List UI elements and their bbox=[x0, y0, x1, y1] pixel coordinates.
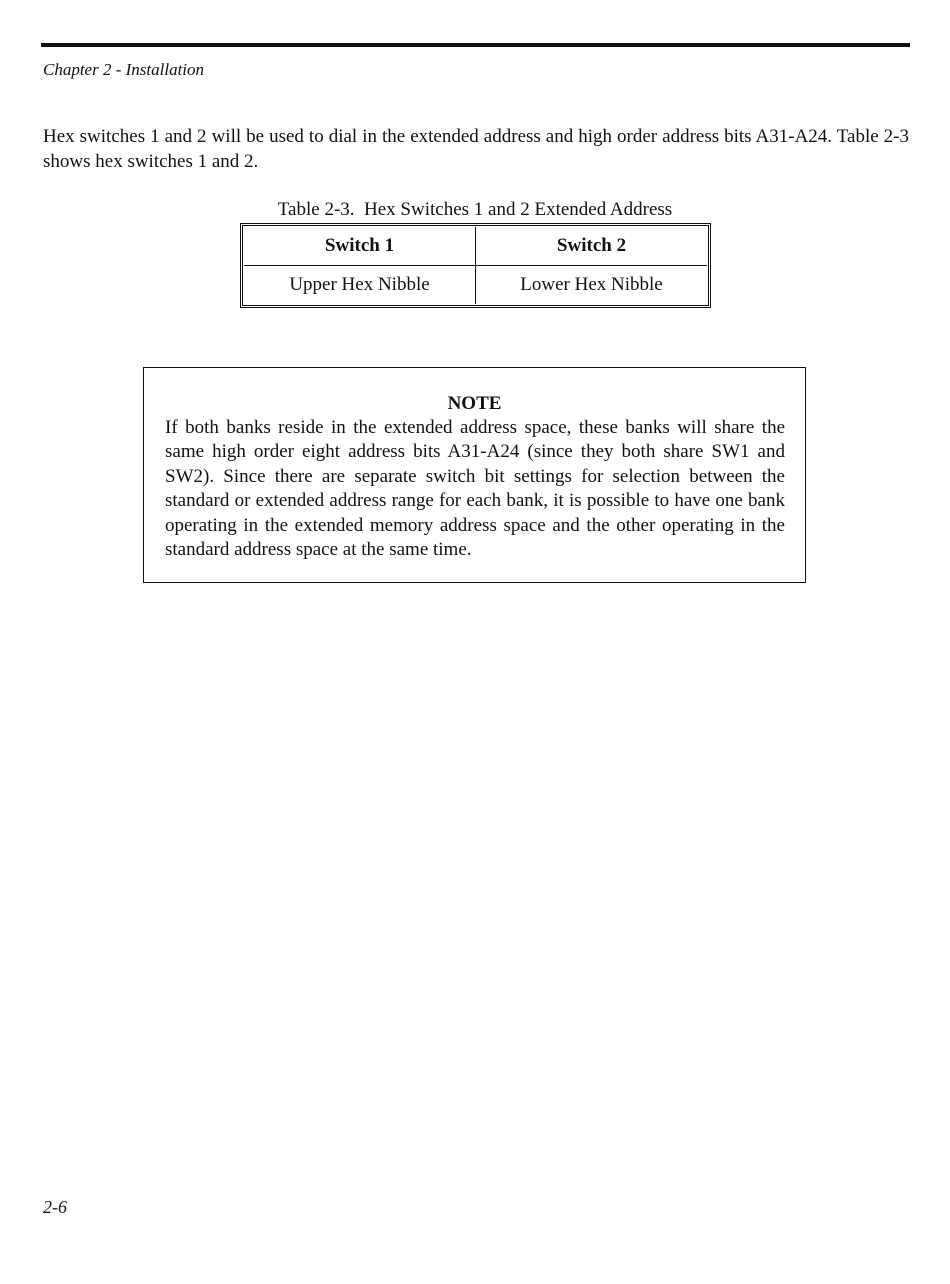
intro-paragraph: Hex switches 1 and 2 will be used to dial in the extended address and high order address bits A31-A24. Table 2-3 shows hex switches 1 and 2. bbox=[43, 126, 909, 172]
table-row bbox=[244, 266, 707, 305]
table-cell-lower-nibble: Lower Hex Nibble bbox=[476, 266, 708, 305]
table-caption: Table 2-3. Hex Switches 1 and 2 Extended Address bbox=[277, 199, 673, 220]
note-body: If both banks reside in the extended address space, these banks will share the same high order eight address bits A31-A24 (since they both share SW1 and SW2). Since there are separate switch bit settings for selection between the standard or extended address range for each bank, it is possible to have one bank operating in the extended memory address space and the other operating in the standard address space at the same time. bbox=[165, 417, 785, 561]
page-number: 2-6 bbox=[43, 1197, 67, 1217]
note-title: NOTE bbox=[447, 393, 502, 414]
note-box bbox=[143, 367, 806, 583]
table-header-row bbox=[244, 227, 707, 266]
switch-table-frame bbox=[240, 223, 711, 308]
table-cell-upper-nibble: Upper Hex Nibble bbox=[244, 266, 476, 305]
switch-table bbox=[244, 227, 707, 304]
column-header-switch-1: Switch 1 bbox=[244, 227, 476, 266]
column-header-switch-2: Switch 2 bbox=[476, 227, 708, 266]
header-rule bbox=[41, 43, 910, 47]
running-head: Chapter 2 - Installation bbox=[43, 60, 205, 79]
